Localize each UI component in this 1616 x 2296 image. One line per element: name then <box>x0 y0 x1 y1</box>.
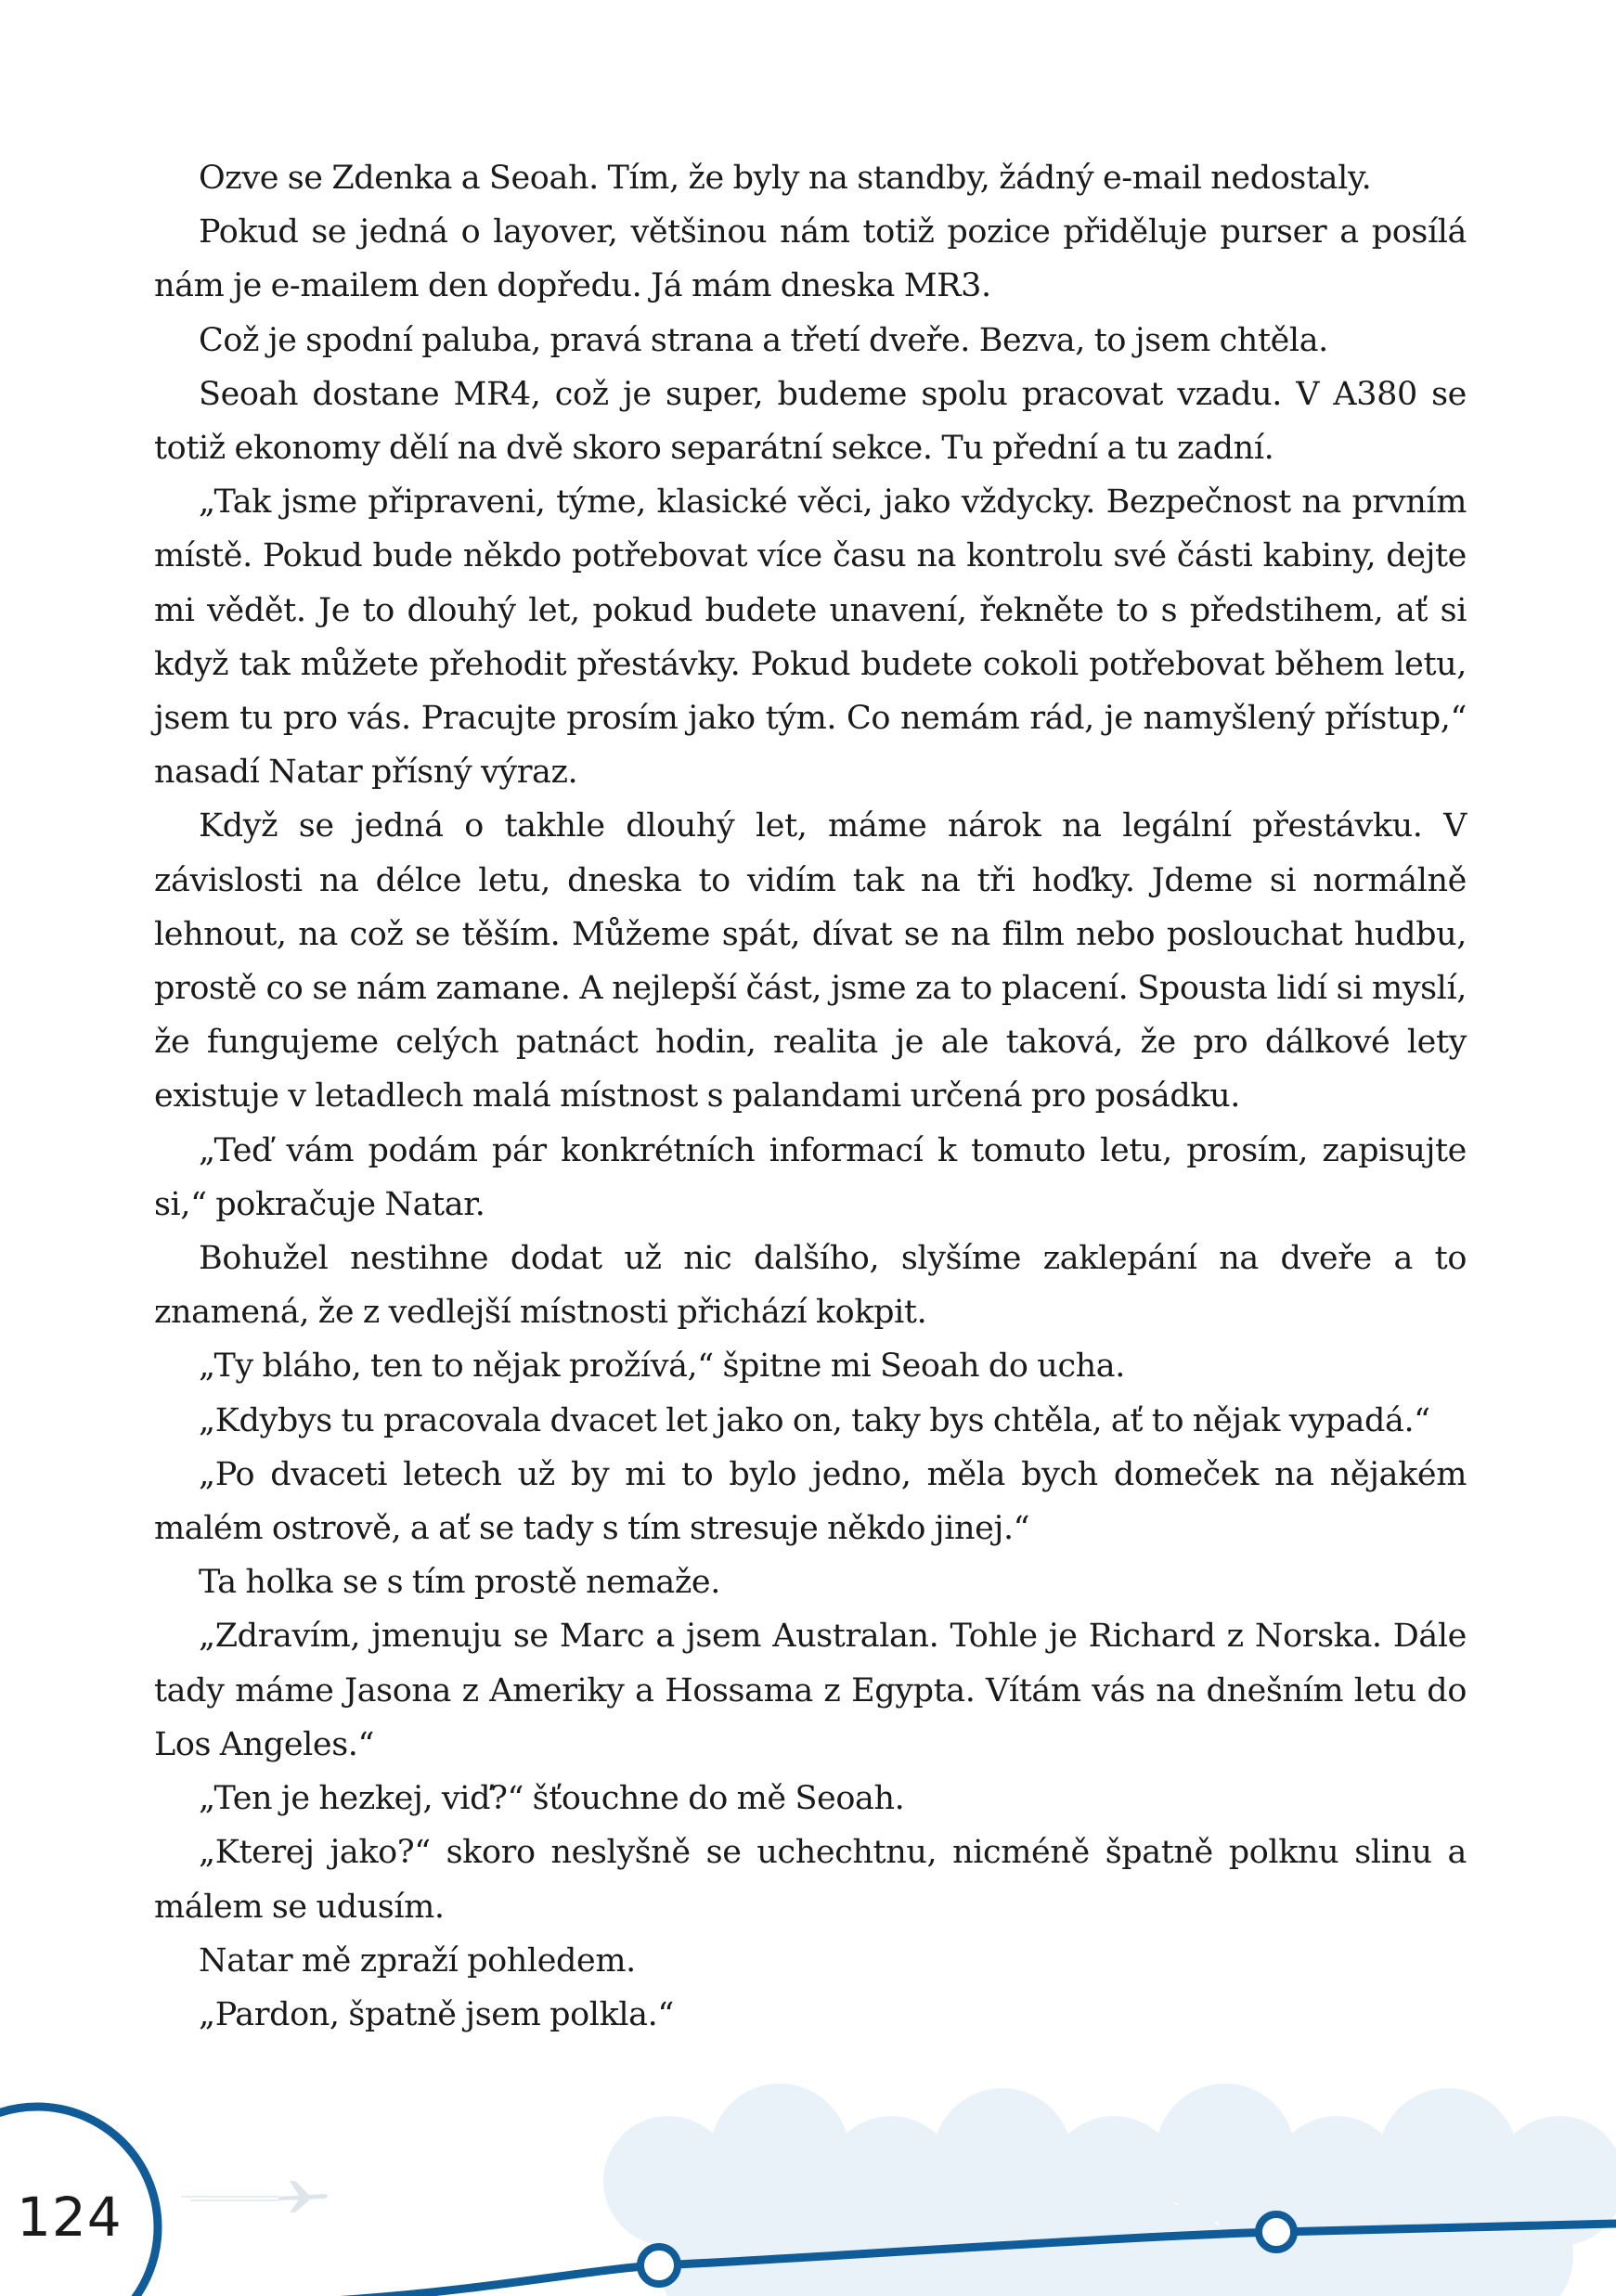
paragraph: Seoah dostane MR4, což je super, budeme spolu pracovat vzadu. V A380 se totiž ekonomy dělí na dvě skoro separátní sekce. Tu přední a tu zadní. <box>154 375 1467 468</box>
paragraph: „Tak jsme připraveni, týme, klasické věci, jako vždycky. Bezpečnost na prvním místě. Pokud bude někdo potřebovat více času na kontrolu své části kabiny, dejte mi vědět. Je to dlouhý let, pokud budete unavení, řekněte to s předstihem, ať si když tak můžete přehodit přestávky. Pokud budete cokoli potřebovat během letu, jsem tu pro vás. Pracujte prosím jako tým. Co nemám rád, je namyšlený přístup,“ nasadí Natar přísný výraz. <box>154 484 1467 792</box>
paragraph: „Kterej jako?“ skoro neslyšně se uchechtnu, nicméně špatně polknu slinu a málem se udusím. <box>154 1834 1467 1926</box>
airplane-icon <box>181 2181 328 2212</box>
paragraph: „Ty bláho, ten to nějak prožívá,“ špitne mi Seoah do ucha. <box>199 1348 1125 1386</box>
paragraph: Ozve se Zdenka a Seoah. Tím, že byly na standby, žádný e-mail nedostaly. <box>199 160 1372 197</box>
paragraph: Natar mě zpraží pohledem. <box>199 1941 636 1980</box>
paragraph: „Teď vám podám pár konkrétních informací k tomuto letu, prosím, zapisujte si,“ pokračuje Natar. <box>154 1131 1467 1223</box>
paragraph: „Po dvaceti letech už by mi to bylo jedno, měla bych domeček na nějakém malém ostrově, a ať se tady s tím stresuje někdo jinej.“ <box>154 1455 1467 1548</box>
body-text <box>154 151 1467 2042</box>
paragraph: „Pardon, špatně jsem polkla.“ <box>199 1995 674 2033</box>
paragraph: „Ten je hezkej, viď?“ šťouchne do mě Seoah. <box>199 1780 905 1818</box>
route-node <box>640 2247 678 2284</box>
paragraph: Pokud se jedná o layover, většinou nám totiž pozice přiděluje purser a posílá nám je e-mailem den dopředu. Já mám dneska MR3. <box>154 213 1467 305</box>
paragraph: „Kdybys tu pracovala dvacet let jako on, taky bys chtěla, ať to nějak vypadá.“ <box>199 1401 1430 1439</box>
paragraph: Což je spodní paluba, pravá strana a třetí dveře. Bezva, to jsem chtěla. <box>199 321 1328 359</box>
page-number: 124 <box>17 2186 123 2249</box>
paragraph: Ta holka se s tím prostě nemaže. <box>199 1564 720 1602</box>
paragraph: Když se jedná o takhle dlouhý let, máme nárok na legální přestávku. V závislosti na délce letu, dneska to vidím tak na tři hoďky. Jdeme si normálně lehnout, na což se těším. Můžeme spát, dívat se na film nebo poslouchat hudbu, prostě co se nám zamane. A nejlepší část, jsme za to placení. Spousta lidí si myslí, že fungujeme celých patnáct hodin, realita je ale taková, že pro dálkové lety existuje v letadlech malá místnost s palandami určená pro posádku. <box>154 807 1467 1116</box>
paragraph: Bohužel nestihne dodat už nic dalšího, slyšíme zaklepání na dveře a to znamená, že z vedlejší místnosti přichází kokpit. <box>154 1240 1467 1332</box>
paragraph: „Zdravím, jmenuju se Marc a jsem Australan. Tohle je Richard z Norska. Dále tady máme Jasona z Ameriky a Hossama z Egypta. Vítám vás na dnešním letu do Los Angeles.“ <box>154 1618 1467 1763</box>
footer-decoration <box>0 2042 1616 2296</box>
route-node <box>1259 2214 1294 2250</box>
